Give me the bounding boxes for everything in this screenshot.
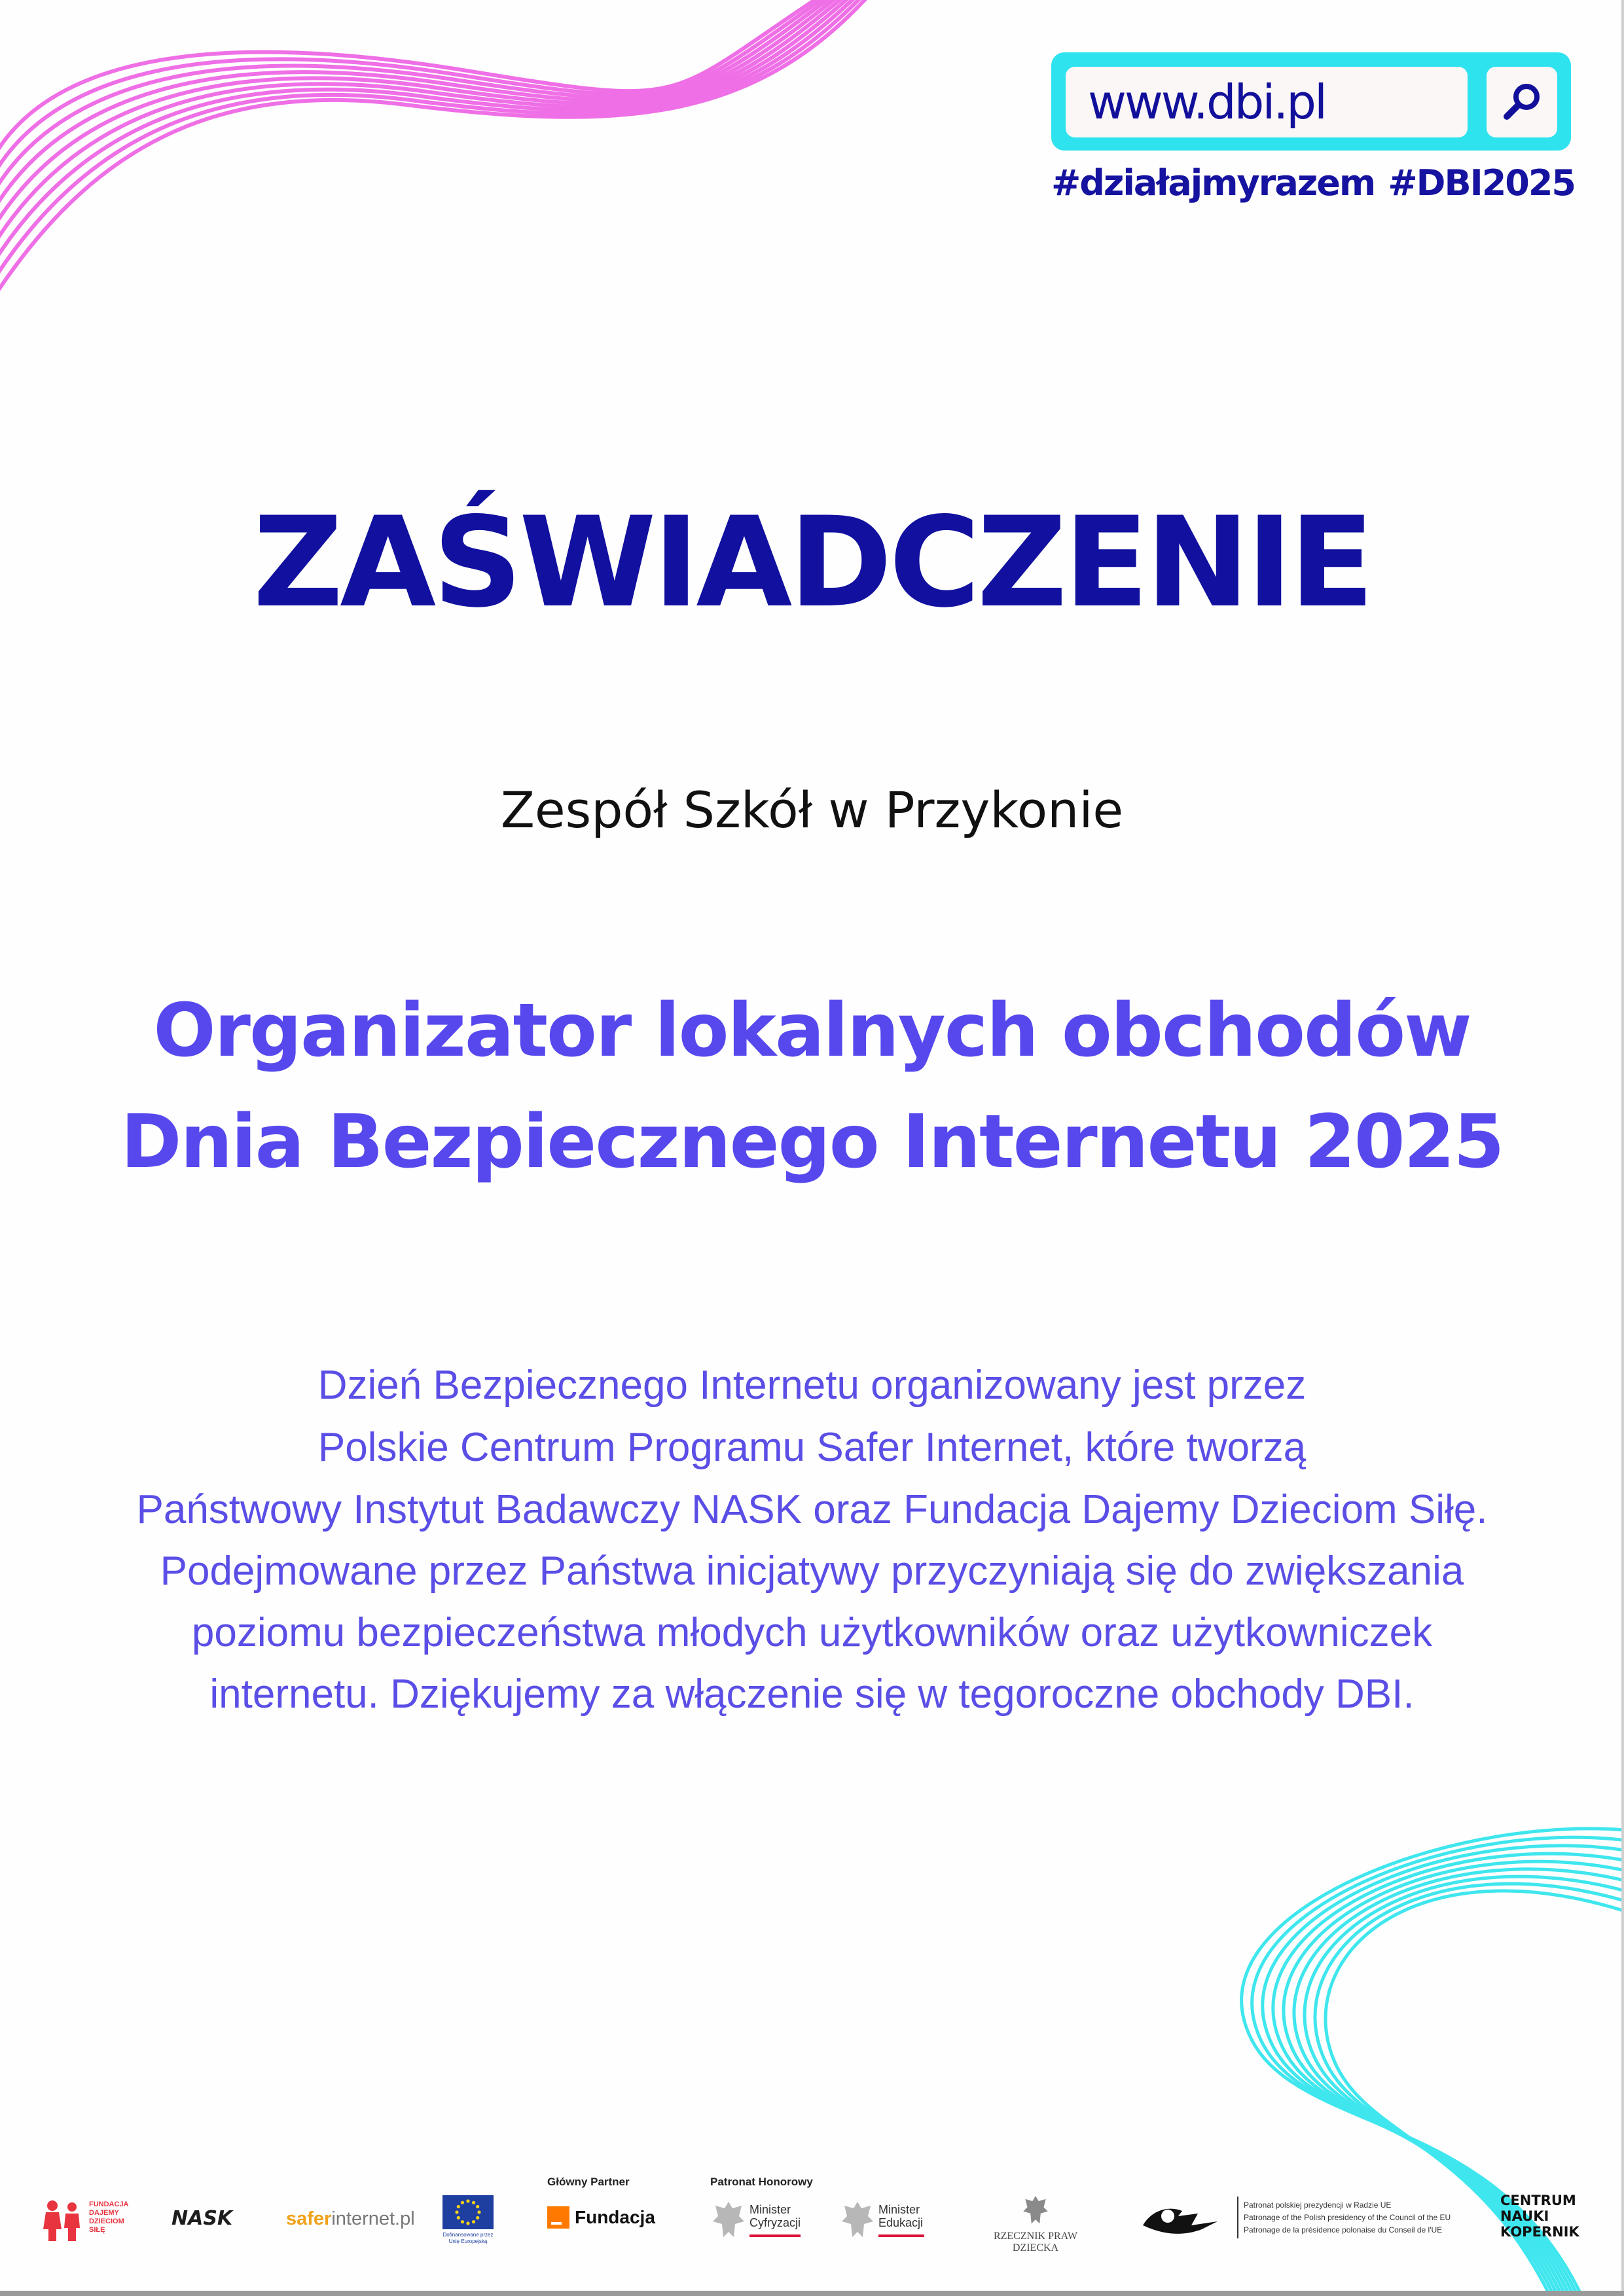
pink-wave-decoration bbox=[0, 0, 890, 314]
pink-wave-line bbox=[0, 0, 859, 273]
minister-line: Edukacji bbox=[878, 2216, 924, 2229]
white-eagle-icon bbox=[710, 2199, 747, 2241]
eu-star bbox=[457, 2216, 460, 2219]
cnk-line: CENTRUM bbox=[1500, 2193, 1576, 2208]
centrum-nauki-kopernik-logo bbox=[1500, 2193, 1579, 2240]
website-search-box bbox=[1051, 52, 1571, 151]
children-figures-icon bbox=[41, 2199, 86, 2242]
orange-foundation-logo bbox=[547, 2204, 655, 2231]
cnk-line: NAUKI bbox=[1500, 2208, 1549, 2224]
presidency-line: Patronage de la présidence polonaise du Conseil de l'UE bbox=[1244, 2225, 1443, 2234]
pink-wave-line bbox=[0, 0, 871, 308]
certificate-title: ZAŚWIADCZENIE bbox=[253, 490, 1371, 635]
eu-star bbox=[472, 2220, 475, 2223]
rpd-logo bbox=[970, 2194, 1101, 2253]
minister-cyfryzacji-logo bbox=[710, 2198, 802, 2244]
main-partner-label: Główny Partner bbox=[547, 2176, 630, 2188]
hashtags bbox=[1051, 160, 1575, 206]
fdds-line: SIŁĘ bbox=[89, 2226, 105, 2234]
saferinternet-logo bbox=[286, 2208, 415, 2230]
recipient-name: Zespół Szkół w Przykonie bbox=[500, 781, 1124, 839]
red-underline bbox=[878, 2234, 924, 2237]
nask-logo: NASK bbox=[171, 2207, 233, 2230]
presidency-emblem-icon bbox=[1139, 2197, 1224, 2238]
orange-foundation-text: Fundacja bbox=[575, 2207, 655, 2227]
minister-edukacji-logo bbox=[839, 2198, 931, 2244]
body-line: internetu. Dziękujemy za włączenie się w tegoroczne obchody DBI. bbox=[209, 1672, 1415, 1717]
fdds-line: DZIECIOM bbox=[89, 2217, 124, 2225]
presidency-line: Patronage of the Polish presidency of the Council of the EU bbox=[1244, 2213, 1451, 2222]
eu-presidency-logo bbox=[1139, 2197, 1466, 2242]
search-button bbox=[1487, 67, 1557, 137]
eagle-emblem-icon bbox=[1021, 2194, 1050, 2227]
orange-square-icon bbox=[547, 2206, 569, 2229]
page-bottom-border bbox=[0, 2291, 1624, 2296]
body-line: Podejmowane przez Państwa inicjatywy przyczyniają się do zwiększania bbox=[160, 1549, 1464, 1594]
website-url-field bbox=[1066, 67, 1468, 137]
divider bbox=[1237, 2197, 1238, 2238]
red-underline bbox=[749, 2234, 801, 2237]
pink-wave-line bbox=[0, 0, 848, 238]
eu-flag-icon bbox=[442, 2195, 494, 2229]
eu-star bbox=[476, 2216, 479, 2219]
eu-star bbox=[466, 2199, 469, 2202]
hashtag-dzialajmyrazem: #działajmyrazem bbox=[1051, 162, 1375, 204]
website-url: www.dbi.pl bbox=[1088, 75, 1326, 130]
body-line: Dzień Bezpiecznego Internetu organizowany jest przez bbox=[317, 1363, 1307, 1408]
eu-star bbox=[461, 2201, 464, 2204]
minister-line: Minister bbox=[749, 2203, 791, 2216]
body-line: Państwowy Instytut Badawczy NASK oraz Fundacja Dajemy Dzieciom Siłę. bbox=[136, 1487, 1488, 1532]
eu-star bbox=[466, 2221, 469, 2225]
partner-logos-footer bbox=[0, 2160, 1624, 2258]
hashtag-dbi2025: #DBI2025 bbox=[1388, 162, 1575, 204]
eu-caption: Unię Europejską bbox=[448, 2238, 488, 2244]
eu-caption: Dofinansowane przez bbox=[442, 2232, 494, 2238]
honorary-patronage-label: Patronat Honorowy bbox=[710, 2176, 813, 2188]
eu-star bbox=[457, 2205, 460, 2208]
eu-cofunding-logo bbox=[439, 2195, 497, 2254]
role-line-1: Organizator lokalnych obchodów bbox=[153, 988, 1471, 1073]
fdds-line: FUNDACJA bbox=[89, 2200, 129, 2208]
body-line: poziomu bezpieczeństwa młodych użytkowników oraz użytkowniczek bbox=[191, 1610, 1433, 1655]
pink-wave-line bbox=[0, 0, 854, 256]
saferinternet-prefix: safer bbox=[286, 2208, 332, 2229]
saferinternet-suffix: internet.pl bbox=[331, 2208, 415, 2229]
presidency-line: Patronat polskiej prezydencji w Radzie UE bbox=[1244, 2200, 1392, 2210]
role-line-2: Dnia Bezpiecznego Internetu 2025 bbox=[120, 1100, 1504, 1185]
eu-star bbox=[477, 2210, 480, 2214]
white-eagle-icon bbox=[839, 2199, 876, 2241]
eu-star bbox=[455, 2210, 458, 2214]
pink-wave-line bbox=[0, 0, 865, 291]
fdds-logo bbox=[41, 2198, 139, 2244]
cnk-line: KOPERNIK bbox=[1500, 2224, 1579, 2240]
body-line: Polskie Centrum Programu Safer Internet, które tworzą bbox=[317, 1425, 1307, 1470]
magnifier-icon bbox=[1499, 79, 1545, 125]
page-edge-shadow bbox=[1621, 0, 1624, 2296]
eu-star bbox=[472, 2201, 475, 2204]
rpd-text: RZECZNIK PRAW DZIECKA bbox=[993, 2231, 1078, 2253]
eu-star bbox=[476, 2205, 479, 2208]
fdds-line: DAJEMY bbox=[89, 2209, 119, 2217]
minister-line: Cyfryzacji bbox=[749, 2216, 801, 2229]
minister-line: Minister bbox=[878, 2203, 920, 2216]
eu-star bbox=[461, 2220, 464, 2223]
